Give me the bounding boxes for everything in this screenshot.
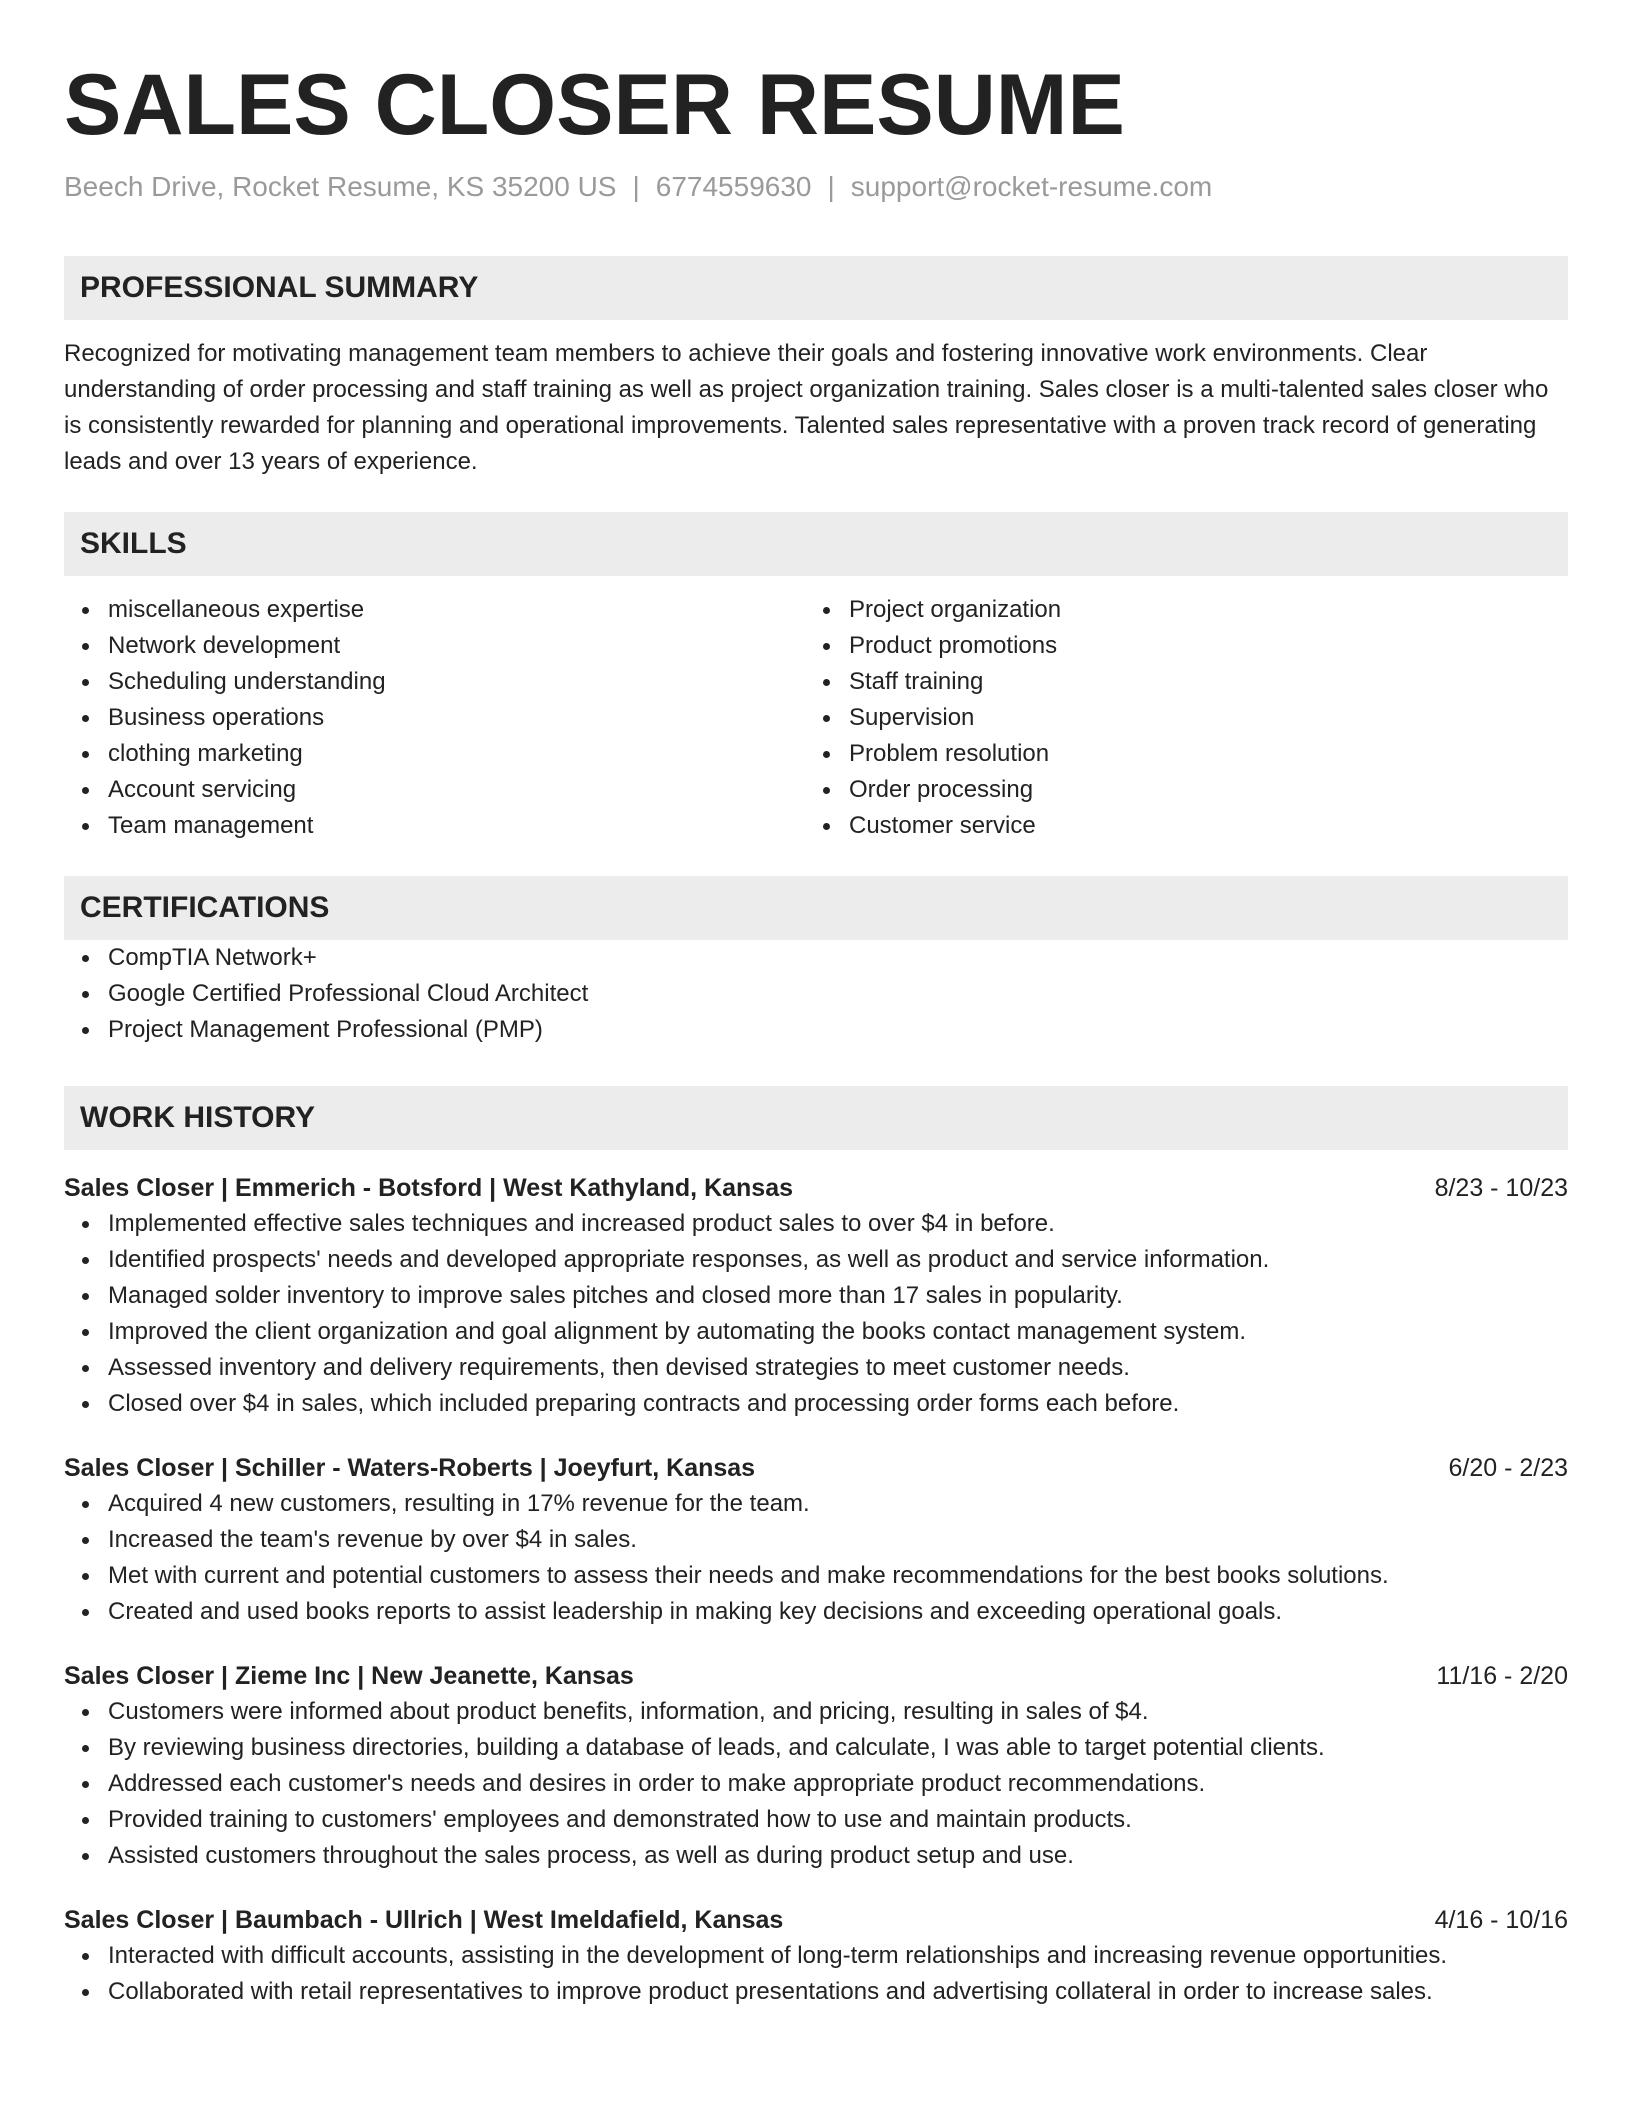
skills-grid [64, 592, 1568, 844]
job-bullets [64, 1694, 1568, 1874]
skill-item: Scheduling understanding [64, 664, 805, 700]
skill-item: Product promotions [805, 628, 1546, 664]
resume-title: SALES CLOSER RESUME [64, 57, 1125, 153]
job-header [64, 1450, 1568, 1486]
job-bullet: Met with current and potential customers to assess their needs and make recommendations for the best books solutions. [64, 1558, 1568, 1594]
job-bullet: Identified prospects' needs and developed appropriate responses, as well as product and service information. [64, 1242, 1568, 1278]
skill-item: clothing marketing [64, 736, 805, 772]
certification-item: Project Management Professional (PMP) [64, 1012, 1568, 1048]
job-title: Sales Closer | Zieme Inc | New Jeanette, Kansas [64, 1662, 634, 1690]
skill-item: Supervision [805, 700, 1546, 736]
certification-item: Google Certified Professional Cloud Architect [64, 976, 1568, 1012]
job-title: Sales Closer | Emmerich - Botsford | West Kathyland, Kansas [64, 1174, 794, 1202]
job-bullet: Implemented effective sales techniques and increased product sales to over $4 in before. [64, 1206, 1568, 1242]
job-bullets [64, 1486, 1568, 1630]
job-bullet: Increased the team's revenue by over $4 in sales. [64, 1522, 1568, 1558]
job-bullet: Customers were informed about product benefits, information, and pricing, resulting in sales of $4. [64, 1694, 1568, 1730]
job-bullet: Assisted customers throughout the sales process, as well as during product setup and use. [64, 1838, 1568, 1874]
job-bullet: By reviewing business directories, building a database of leads, and calculate, I was able to target potential clients. [64, 1730, 1568, 1766]
job-bullet: Managed solder inventory to improve sales pitches and closed more than 17 sales in popularity. [64, 1278, 1568, 1314]
job-entry [64, 1450, 1568, 1630]
job-bullet: Acquired 4 new customers, resulting in 17% revenue for the team. [64, 1486, 1568, 1522]
section-heading-summary: PROFESSIONAL SUMMARY [64, 256, 1568, 320]
job-bullet: Created and used books reports to assist leadership in making key decisions and exceeding operational goals. [64, 1594, 1568, 1630]
skills-right-column [805, 592, 1546, 844]
skill-item: miscellaneous expertise [64, 592, 805, 628]
skills-left-column [64, 592, 805, 844]
certifications-list [64, 940, 1568, 1048]
contact-separator: | [632, 171, 640, 202]
skill-item: Business operations [64, 700, 805, 736]
job-bullets [64, 1206, 1568, 1422]
contact-phone: 6774559630 [655, 171, 812, 202]
job-dates: 11/16 - 2/20 [1436, 1662, 1568, 1690]
job-dates: 4/16 - 10/16 [1434, 1906, 1568, 1934]
job-entry [64, 1658, 1568, 1874]
job-title: Sales Closer | Schiller - Waters-Roberts | Joeyfurt, Kansas [64, 1454, 756, 1482]
job-entry [64, 1170, 1568, 1422]
job-bullet: Closed over $4 in sales, which included preparing contracts and processing order forms each before. [64, 1386, 1568, 1422]
job-dates: 6/20 - 2/23 [1448, 1454, 1568, 1482]
contact-address: Beech Drive, Rocket Resume, KS 35200 US [64, 171, 617, 202]
job-header [64, 1902, 1568, 1938]
job-bullet: Improved the client organization and goal alignment by automating the books contact management system. [64, 1314, 1568, 1350]
skill-item: Project organization [805, 592, 1546, 628]
section-heading-skills: SKILLS [64, 512, 1568, 576]
skill-item: Account servicing [64, 772, 805, 808]
job-entry [64, 1902, 1568, 2010]
skill-item: Customer service [805, 808, 1546, 844]
certification-item: CompTIA Network+ [64, 940, 1568, 976]
contact-separator: | [827, 171, 835, 202]
skill-item: Staff training [805, 664, 1546, 700]
job-header [64, 1658, 1568, 1694]
section-heading-certifications: CERTIFICATIONS [64, 876, 1568, 940]
job-dates: 8/23 - 10/23 [1434, 1174, 1568, 1202]
job-bullet: Provided training to customers' employees and demonstrated how to use and maintain products. [64, 1802, 1568, 1838]
skill-item: Team management [64, 808, 805, 844]
job-bullet: Addressed each customer's needs and desires in order to make appropriate product recommendations. [64, 1766, 1568, 1802]
skill-item: Problem resolution [805, 736, 1546, 772]
contact-line [64, 170, 1568, 204]
job-header [64, 1170, 1568, 1206]
skill-item: Network development [64, 628, 805, 664]
job-bullet: Assessed inventory and delivery requirements, then devised strategies to meet customer needs. [64, 1350, 1568, 1386]
job-bullets [64, 1938, 1568, 2010]
summary-text: Recognized for motivating management team members to achieve their goals and fostering innovative work environments. Clear understanding of order processing and staff training as well as project organization training. Sales closer is a multi-talented sales closer who is consistently rewarded for planning and operational improvements. Talented sales representative with a proven track record of generating leads and over 13 years of experience. [64, 340, 1549, 475]
job-bullet: Collaborated with retail representatives to improve product presentations and advertising collateral in order to increase sales. [64, 1974, 1568, 2010]
job-title: Sales Closer | Baumbach - Ullrich | West Imeldafield, Kansas [64, 1906, 784, 1934]
skill-item: Order processing [805, 772, 1546, 808]
contact-email: support@rocket-resume.com [850, 171, 1213, 202]
section-heading-work-history: WORK HISTORY [64, 1086, 1568, 1150]
job-bullet: Interacted with difficult accounts, assisting in the development of long-term relationships and increasing revenue opportunities. [64, 1938, 1568, 1974]
